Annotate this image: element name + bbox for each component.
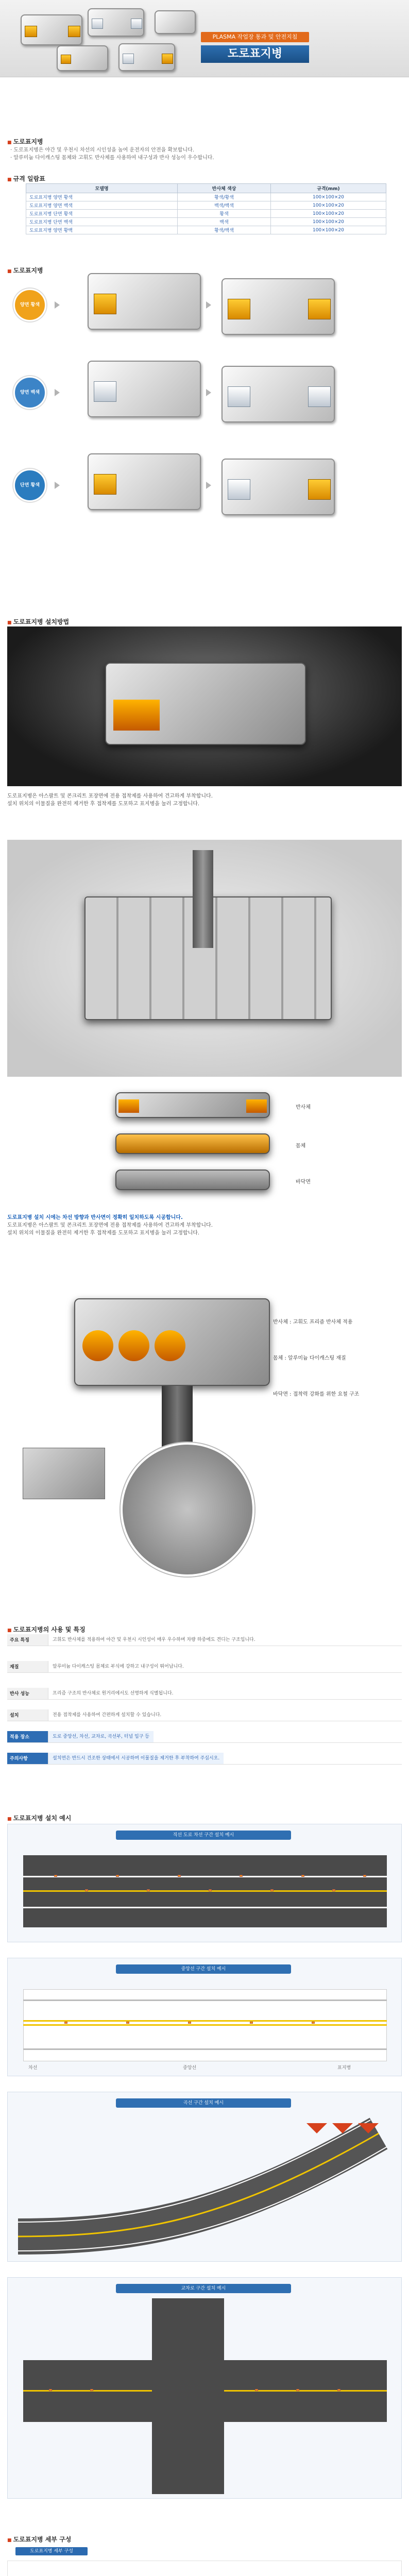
- section-heading: ■ 도로표지병의 사용 및 특징: [7, 1625, 86, 1634]
- section-heading: ■ 규격 일람표: [7, 174, 45, 183]
- road-example: [7, 1958, 402, 2076]
- product-photo: [57, 45, 108, 71]
- feature-row: [7, 1661, 402, 1673]
- section-heading: ■ 도로표지병 설치방법: [7, 617, 69, 626]
- product-photo: [88, 8, 144, 37]
- table-row: [26, 210, 386, 218]
- detail-tag: 도로표지병 세부 구성: [15, 2547, 88, 2555]
- section-heading: ■ 도로표지병 세부 구성: [7, 2535, 71, 2544]
- road-caption: 표지병: [337, 2065, 351, 2071]
- feature-row: [7, 1709, 402, 1721]
- layer-label: 몸체: [296, 1143, 306, 1149]
- table-row: [26, 218, 386, 226]
- layer-label: 반사체: [296, 1105, 311, 1110]
- product-photo: [118, 43, 175, 71]
- table-cell: 100×100×20: [270, 210, 386, 218]
- column-header: 규격(mm): [270, 184, 386, 193]
- table-cell: 황색/백색: [178, 226, 271, 234]
- feature-key: 주의사항: [7, 1753, 48, 1764]
- product-photo: [155, 10, 196, 34]
- variant-badge: 단면 황색: [13, 469, 46, 502]
- product-photo: [221, 278, 335, 335]
- column-header: 반사체 색상: [178, 184, 271, 193]
- spec-table: [26, 183, 386, 234]
- callout-label: [273, 1319, 353, 1326]
- install-paragraph: [7, 1214, 402, 1237]
- layer-diagram: [7, 1082, 402, 1206]
- feature-row: [7, 1731, 402, 1743]
- section-heading: ■ 도로표지병: [7, 137, 43, 146]
- road-caption: 중앙선: [183, 2065, 197, 2071]
- column-header: 모델명: [26, 184, 178, 193]
- feature-value: 알루미늄 다이캐스팅 몸체로 부식에 강하고 내구성이 뛰어납니다.: [53, 1664, 184, 1669]
- road-example-tag: 중앙선 구간 설치 예시: [116, 1964, 291, 1974]
- install-paragraph: [7, 792, 402, 808]
- paragraph-line: 도로표지병은 아스팔트 및 콘크리트 포장면에 전용 접착제를 사용하여 견고하게 부착합니다.: [7, 793, 213, 799]
- paragraph-line: 도로표지병은 아스팔트 및 콘크리트 포장면에 전용 접착제를 사용하여 견고하게 부착합니다.: [7, 1223, 213, 1228]
- variant-badge: 양면 백색: [13, 376, 46, 409]
- road-example-tag: 교차로 구간 설치 예시: [116, 2284, 291, 2293]
- table-cell: 100×100×20: [270, 201, 386, 210]
- callout-text: 바닥면 : 접착력 강화를 위한 요철 구조: [273, 1392, 360, 1397]
- product-photo: [88, 273, 201, 330]
- hero-title: 도로표지병: [201, 45, 309, 63]
- feature-key: 적용 장소: [7, 1731, 48, 1742]
- feature-value: 전용 접착제를 사용하여 간편하게 설치할 수 있습니다.: [53, 1713, 162, 1718]
- table-cell: 100×100×20: [270, 226, 386, 234]
- table-row: [26, 193, 386, 201]
- feature-value: 프리즘 구조의 반사체로 원거리에서도 선명하게 식별됩니다.: [53, 1691, 174, 1696]
- paragraph-line: 도로표지병 설치 시에는 차선 방향과 반사면이 정확히 일치하도록 시공합니다.: [7, 1215, 183, 1221]
- product-photo: [21, 14, 82, 45]
- road-caption: 차선: [28, 2065, 38, 2071]
- intro-note: · 알루미늄 다이캐스팅 몸체와 고휘도 반사체를 사용하여 내구성과 반사 성능이 우수합니다.: [10, 155, 214, 161]
- table-cell: 도로표지병 양면 백색: [26, 201, 178, 210]
- feature-value: 고휘도 반사체를 적용하여 야간 및 우천시 시인성이 매우 우수하며 차량 하중에도 견디는 구조입니다.: [53, 1637, 255, 1642]
- curve-road-diagram: [18, 2113, 392, 2257]
- arrow-icon: [55, 301, 60, 309]
- arrow-icon: [206, 482, 211, 489]
- table-cell: 도로표지병 단면 황색: [26, 210, 178, 218]
- layer-label: 바닥면: [296, 1179, 311, 1185]
- feature-value: 설치면은 반드시 건조한 상태에서 시공하며 이물질을 제거한 후 부착하여 주십시오.: [48, 1753, 224, 1764]
- table-cell: 100×100×20: [270, 218, 386, 226]
- arrow-icon: [55, 482, 60, 489]
- table-row: [26, 201, 386, 210]
- callout-label: [273, 1391, 359, 1398]
- table-cell: 도로표지병 단면 백색: [26, 218, 178, 226]
- feature-key: 반사 성능: [7, 1688, 48, 1699]
- feature-row: [7, 1688, 402, 1700]
- arrow-icon: [55, 389, 60, 396]
- feature-key: 재질: [7, 1661, 48, 1672]
- section-heading: ■ 도로표지병 설치 예시: [7, 1814, 71, 1822]
- feature-value: 도로 중앙선, 차선, 교차로, 곡선부, 터널 입구 등: [48, 1731, 154, 1742]
- feature-key: 설치: [7, 1709, 48, 1721]
- product-hero-photo: [7, 626, 402, 786]
- feature-row: [7, 1753, 402, 1765]
- table-cell: 황색/황색: [178, 193, 271, 201]
- road-example-tag: 직선 도로 차선 구간 설치 예시: [116, 1831, 291, 1840]
- road-example: [7, 2092, 402, 2262]
- callout-text: 몸체 : 알루미늄 다이캐스팅 재질: [273, 1355, 346, 1361]
- table-cell: 도로표지병 양면 황색: [26, 193, 178, 201]
- feature-key: 주요 특징: [7, 1634, 48, 1646]
- road-example: [7, 2277, 402, 2499]
- detail-photo: [7, 2561, 402, 2576]
- closeup-photo: [7, 1278, 402, 1618]
- product-photo: [221, 366, 335, 422]
- underside-photo: [7, 840, 402, 1077]
- feature-row: [7, 1634, 402, 1646]
- road-example: [7, 1824, 402, 1942]
- table-header-row: [26, 184, 386, 193]
- table-cell: 도로표지병 양면 황백: [26, 226, 178, 234]
- road-example-tag: 곡선 구간 설치 예시: [116, 2098, 291, 2108]
- paragraph-line: 설치 위치의 이물질을 완전히 제거한 후 접착제를 도포하고 표지병을 눌러 고정합니다.: [7, 801, 200, 807]
- section-heading: ■ 도로표지병: [7, 266, 43, 275]
- callout-label: [273, 1355, 346, 1362]
- table-cell: 100×100×20: [270, 193, 386, 201]
- paragraph-line: 설치 위치의 이물질을 완전히 제거한 후 접착제를 도포하고 표지병을 눌러 고정합니다.: [7, 1230, 200, 1236]
- arrow-icon: [206, 389, 211, 396]
- product-photo: [221, 459, 335, 515]
- hero-banner: [0, 0, 409, 77]
- intro-note: · 도로표지병은 야간 및 우천시 차선의 시인성을 높여 운전자의 안전을 확보합니다.: [10, 147, 194, 153]
- hero-subtitle: PLASMA 작업장 통과 및 안전지침: [201, 32, 309, 42]
- variant-badge: 양면 황색: [13, 289, 46, 321]
- table-cell: 백색: [178, 218, 271, 226]
- product-photo: [88, 453, 201, 510]
- callout-text: 반사체 : 고휘도 프리즘 반사체 적용: [273, 1319, 353, 1325]
- table-cell: 황색: [178, 210, 271, 218]
- arrow-icon: [206, 301, 211, 309]
- table-row: [26, 226, 386, 234]
- table-cell: 백색/백색: [178, 201, 271, 210]
- product-photo: [88, 361, 201, 417]
